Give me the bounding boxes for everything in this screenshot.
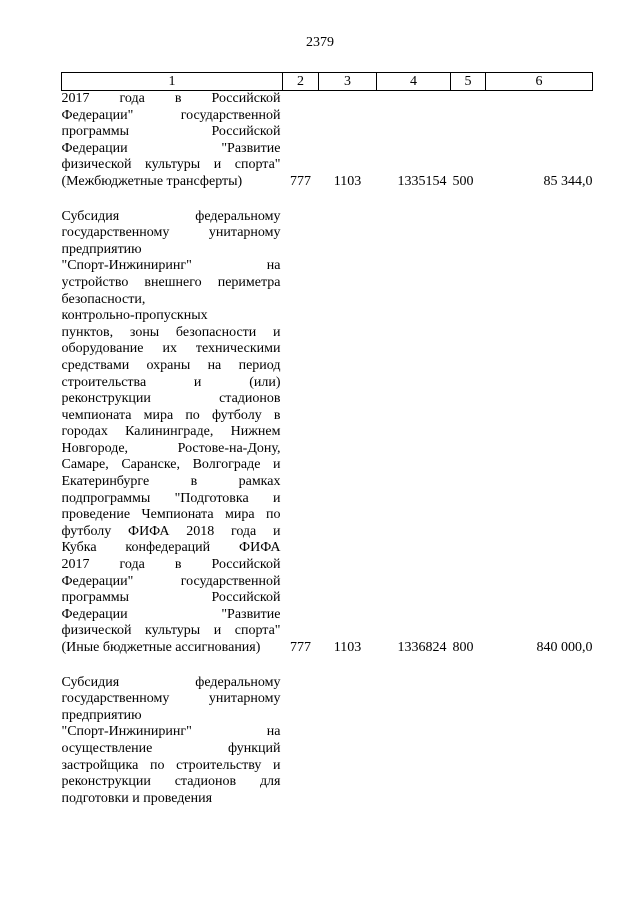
description-line: реконструкции стадионов для	[61, 774, 281, 790]
description-line: оборудование их техническими	[61, 341, 281, 357]
row-chapter-code	[283, 675, 319, 808]
description-line: Новгороде, Ростове-на-Дону,	[61, 440, 281, 456]
description-line: физической культуры и спорта"	[61, 157, 281, 173]
table-row	[62, 209, 593, 657]
description-line: государственному унитарному	[61, 225, 281, 241]
description-line: программы Российской	[61, 590, 281, 606]
description-line: осуществление функций	[61, 740, 281, 756]
row-chapter-code: 777	[290, 640, 311, 655]
row-description	[62, 209, 283, 657]
description-line: 2017 года в Российской	[61, 557, 281, 573]
description-line: Федерации "Развитие	[61, 606, 281, 622]
table-body	[62, 91, 593, 808]
row-section-code: 1103	[333, 640, 362, 655]
spacer-cell	[62, 657, 593, 675]
table-row	[62, 91, 593, 191]
row-description	[62, 675, 283, 808]
row-section-code: 1103	[333, 173, 362, 189]
description-line: предприятию	[61, 707, 142, 723]
column-header-6: 6	[486, 73, 593, 91]
row-expense-type: 500	[452, 173, 474, 189]
description-line: средствами охраны на период	[61, 357, 281, 373]
row-expense-type: 800	[452, 640, 474, 655]
description-line: подпрограммы "Подготовка и	[61, 490, 281, 506]
description-line: пунктов, зоны безопасности и	[61, 324, 281, 340]
row-target-code: 1335154	[397, 173, 447, 189]
row-description	[62, 91, 283, 191]
description-line: Субсидия федеральному	[61, 208, 281, 224]
description-line: Федерации "Развитие	[61, 140, 281, 156]
description-line: устройство внешнего периметра	[61, 274, 281, 290]
description-line: (Межбюджетные трансферты)	[61, 173, 243, 189]
row-target-code	[377, 675, 451, 808]
row-amount: 840 000,0	[536, 640, 593, 655]
column-header-4: 4	[377, 73, 451, 91]
description-line: городах Калининграде, Нижнем	[61, 424, 281, 440]
description-line: чемпионата мира по футболу в	[61, 407, 281, 423]
spacer-cell	[62, 191, 593, 209]
description-line: безопасности,	[61, 291, 146, 307]
row-spacer	[62, 191, 593, 209]
description-line: Кубка конфедераций ФИФА	[61, 540, 281, 556]
column-header-2: 2	[283, 73, 319, 91]
description-line: предприятию	[61, 241, 142, 257]
description-line: реконструкции стадионов	[61, 391, 281, 407]
column-header-row	[62, 73, 593, 91]
description-line: (Иные бюджетные ассигнования)	[61, 640, 261, 655]
description-line: "Спорт-Инжиниринг" на	[61, 724, 281, 740]
description-line: Самаре, Саранске, Волгограде и	[61, 457, 281, 473]
row-target-code: 1336824	[397, 640, 447, 655]
description-line: застройщика по строительству и	[61, 757, 281, 773]
description-line: Федерации" государственной	[61, 107, 281, 123]
description-line: Екатеринбурге в рамках	[61, 474, 281, 490]
budget-table	[61, 72, 593, 807]
row-chapter-code: 777	[290, 173, 311, 189]
description-line: проведение Чемпионата мира по	[61, 507, 281, 523]
column-header-5: 5	[451, 73, 486, 91]
description-line: государственному унитарному	[61, 691, 281, 707]
page-number: 2379	[306, 35, 334, 50]
description-line: футболу ФИФА 2018 года и	[61, 523, 281, 539]
description-line: 2017 года в Российской	[61, 91, 281, 106]
description-line: строительства и (или)	[61, 374, 281, 390]
row-amount	[486, 675, 593, 808]
table-row	[62, 675, 593, 808]
description-line: Субсидия федеральному	[61, 674, 281, 690]
row-section-code	[319, 675, 377, 808]
description-line: Федерации" государственной	[61, 573, 281, 589]
row-spacer	[62, 657, 593, 675]
description-line: контрольно-пропускных	[61, 308, 208, 324]
row-expense-type	[451, 675, 486, 808]
description-line: подготовки и проведения	[61, 790, 213, 806]
column-header-1: 1	[62, 73, 283, 91]
description-line: физической культуры и спорта"	[61, 623, 281, 639]
row-amount: 85 344,0	[543, 173, 593, 189]
description-line: "Спорт-Инжиниринг" на	[61, 258, 281, 274]
column-header-3: 3	[319, 73, 377, 91]
description-line: программы Российской	[61, 124, 281, 140]
